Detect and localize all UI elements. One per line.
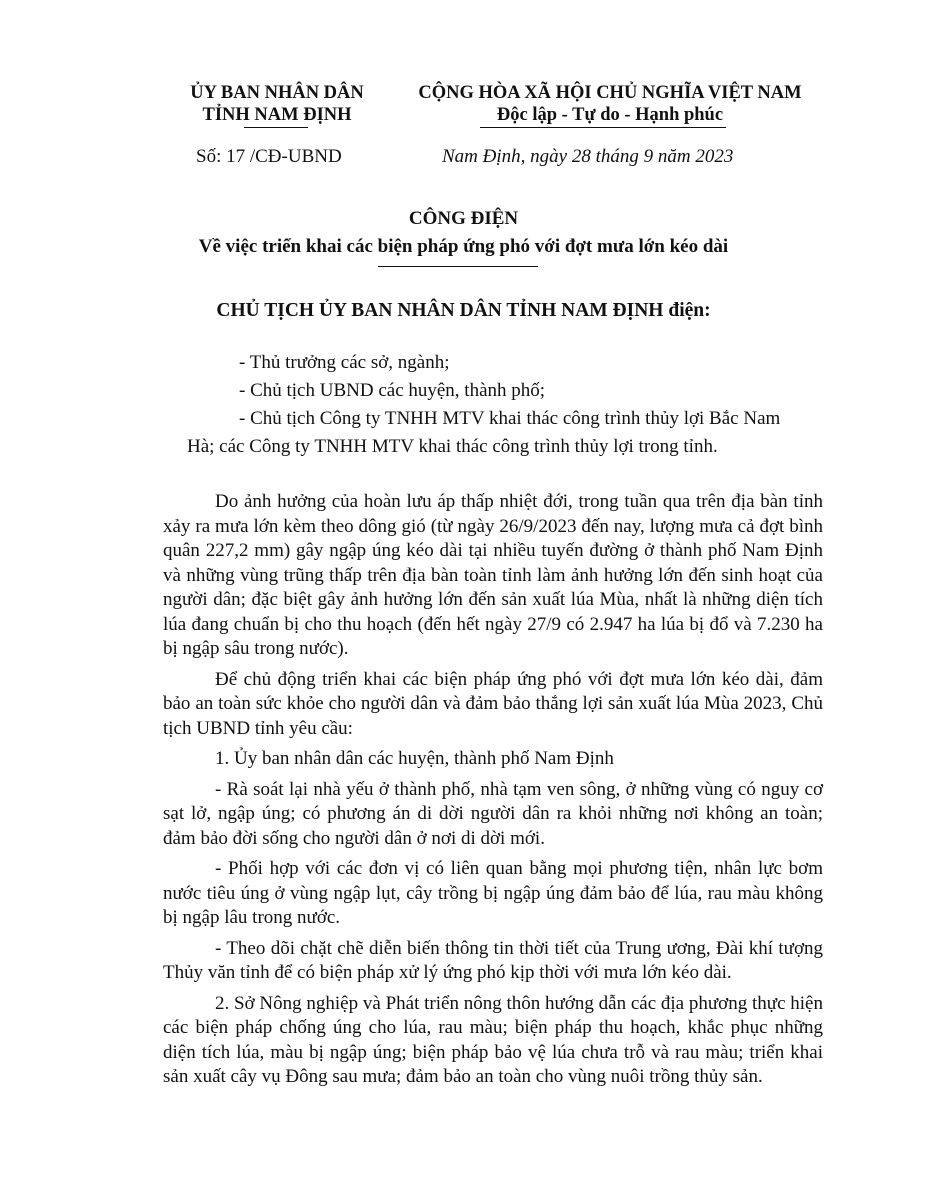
recipient-item: - Thủ trưởng các sở, ngành; [239, 352, 450, 373]
document-type: CÔNG ĐIỆN [408, 208, 519, 229]
body-paragraph: 2. Sở Nông nghiệp và Phát triển nông thôn hướng dẫn các địa phương thực hiện các biện pháp chống úng cho lúa, rau màu; biện pháp thu hoạch, khắc phục những diện tích lúa, màu bị ngập úng; biện pháp bảo vệ lúa chưa trỗ và rau màu; triển khai sản xuất cây vụ Đông sau mưa; đảm bảo an toàn cho vùng nuôi trồng thủy sản. [163, 992, 823, 1087]
document-date: Nam Định, ngày 28 tháng 9 năm 2023 [442, 146, 734, 167]
document-subject: Về việc triển khai các biện pháp ứng phó với đợt mưa lớn kéo dài [198, 236, 729, 257]
body-paragraph: - Rà soát lại nhà yếu ở thành phố, nhà tạm ven sông, ở những vùng có nguy cơ sạt lở, ngập úng; có phương án di dời người dân ra khỏi những nơi không an toàn; đảm bảo đời sống cho người dân ở nơi di dời mới. [163, 778, 823, 849]
issuer-underline [244, 127, 308, 128]
issuer-line2: TỈNH NAM ĐỊNH [202, 105, 352, 125]
national-title [405, 82, 815, 126]
recipient-item: - Chủ tịch UBND các huyện, thành phố; [239, 380, 546, 401]
addresser-line: CHỦ TỊCH ỦY BAN NHÂN DÂN TỈNH NAM ĐỊNH điện: [216, 300, 711, 321]
document-number: Số: 17 /CĐ-UBND [196, 146, 342, 167]
body-paragraph: - Phối hợp với các đơn vị có liên quan bằng mọi phương tiện, nhân lực bơm nước tiêu úng ở vùng ngập lụt, cây trồng bị ngập úng đảm bảo để lúa, rau màu không bị ngập lâu trong nước. [163, 858, 823, 928]
issuer-name [182, 82, 372, 126]
recipient-item-continued: Hà; các Công ty TNHH MTV khai thác công trình thủy lợi trong tỉnh. [187, 436, 718, 457]
section-heading: 1. Ủy ban nhân dân các huyện, thành phố Nam Định [215, 748, 614, 769]
body-paragraph: - Theo dõi chặt chẽ diễn biến thông tin thời tiết của Trung ương, Đài khí tượng Thủy văn tỉnh để có biện pháp xử lý ứng phó kịp thời với mưa lớn kéo dài. [163, 937, 823, 983]
national-motto: Độc lập - Tự do - Hạnh phúc [496, 105, 724, 125]
issuer-line1: ỦY BAN NHÂN DÂN [190, 83, 364, 103]
recipient-item: - Chủ tịch Công ty TNHH MTV khai thác công trình thủy lợi Bắc Nam [239, 408, 781, 429]
national-name: CỘNG HÒA XÃ HỘI CHỦ NGHĨA VIỆT NAM [418, 83, 802, 103]
document-body [163, 490, 823, 1096]
body-paragraph: Để chủ động triển khai các biện pháp ứng phó với đợt mưa lớn kéo dài, đảm bảo an toàn sức khỏe cho người dân và đảm bảo thắng lợi sản xuất lúa Mùa 2023, Chủ tịch UBND tỉnh yêu cầu: [163, 668, 823, 739]
subject-underline [378, 266, 538, 267]
body-paragraph: Do ảnh hưởng của hoàn lưu áp thấp nhiệt đới, trong tuần qua trên địa bàn tỉnh xảy ra mưa lớn kèm theo dông gió (từ ngày 26/9/2023 đến nay, lượng mưa cả đợt bình quân 227,2 mm) gây ngập úng kéo dài tại nhiều tuyến đường ở thành phố Nam Định và những vùng trũng thấp trên địa bàn toàn tỉnh làm ảnh hưởng lớn đến sinh hoạt của người dân; đặc biệt gây ảnh hưởng lớn đến sản xuất lúa Mùa, nhất là những diện tích lúa đang chuẩn bị cho thu hoạch (đến hết ngày 27/9 có 2.947 ha lúa bị đổ và 7.230 ha bị ngập sâu trong nước). [163, 491, 823, 659]
motto-underline [480, 127, 726, 128]
